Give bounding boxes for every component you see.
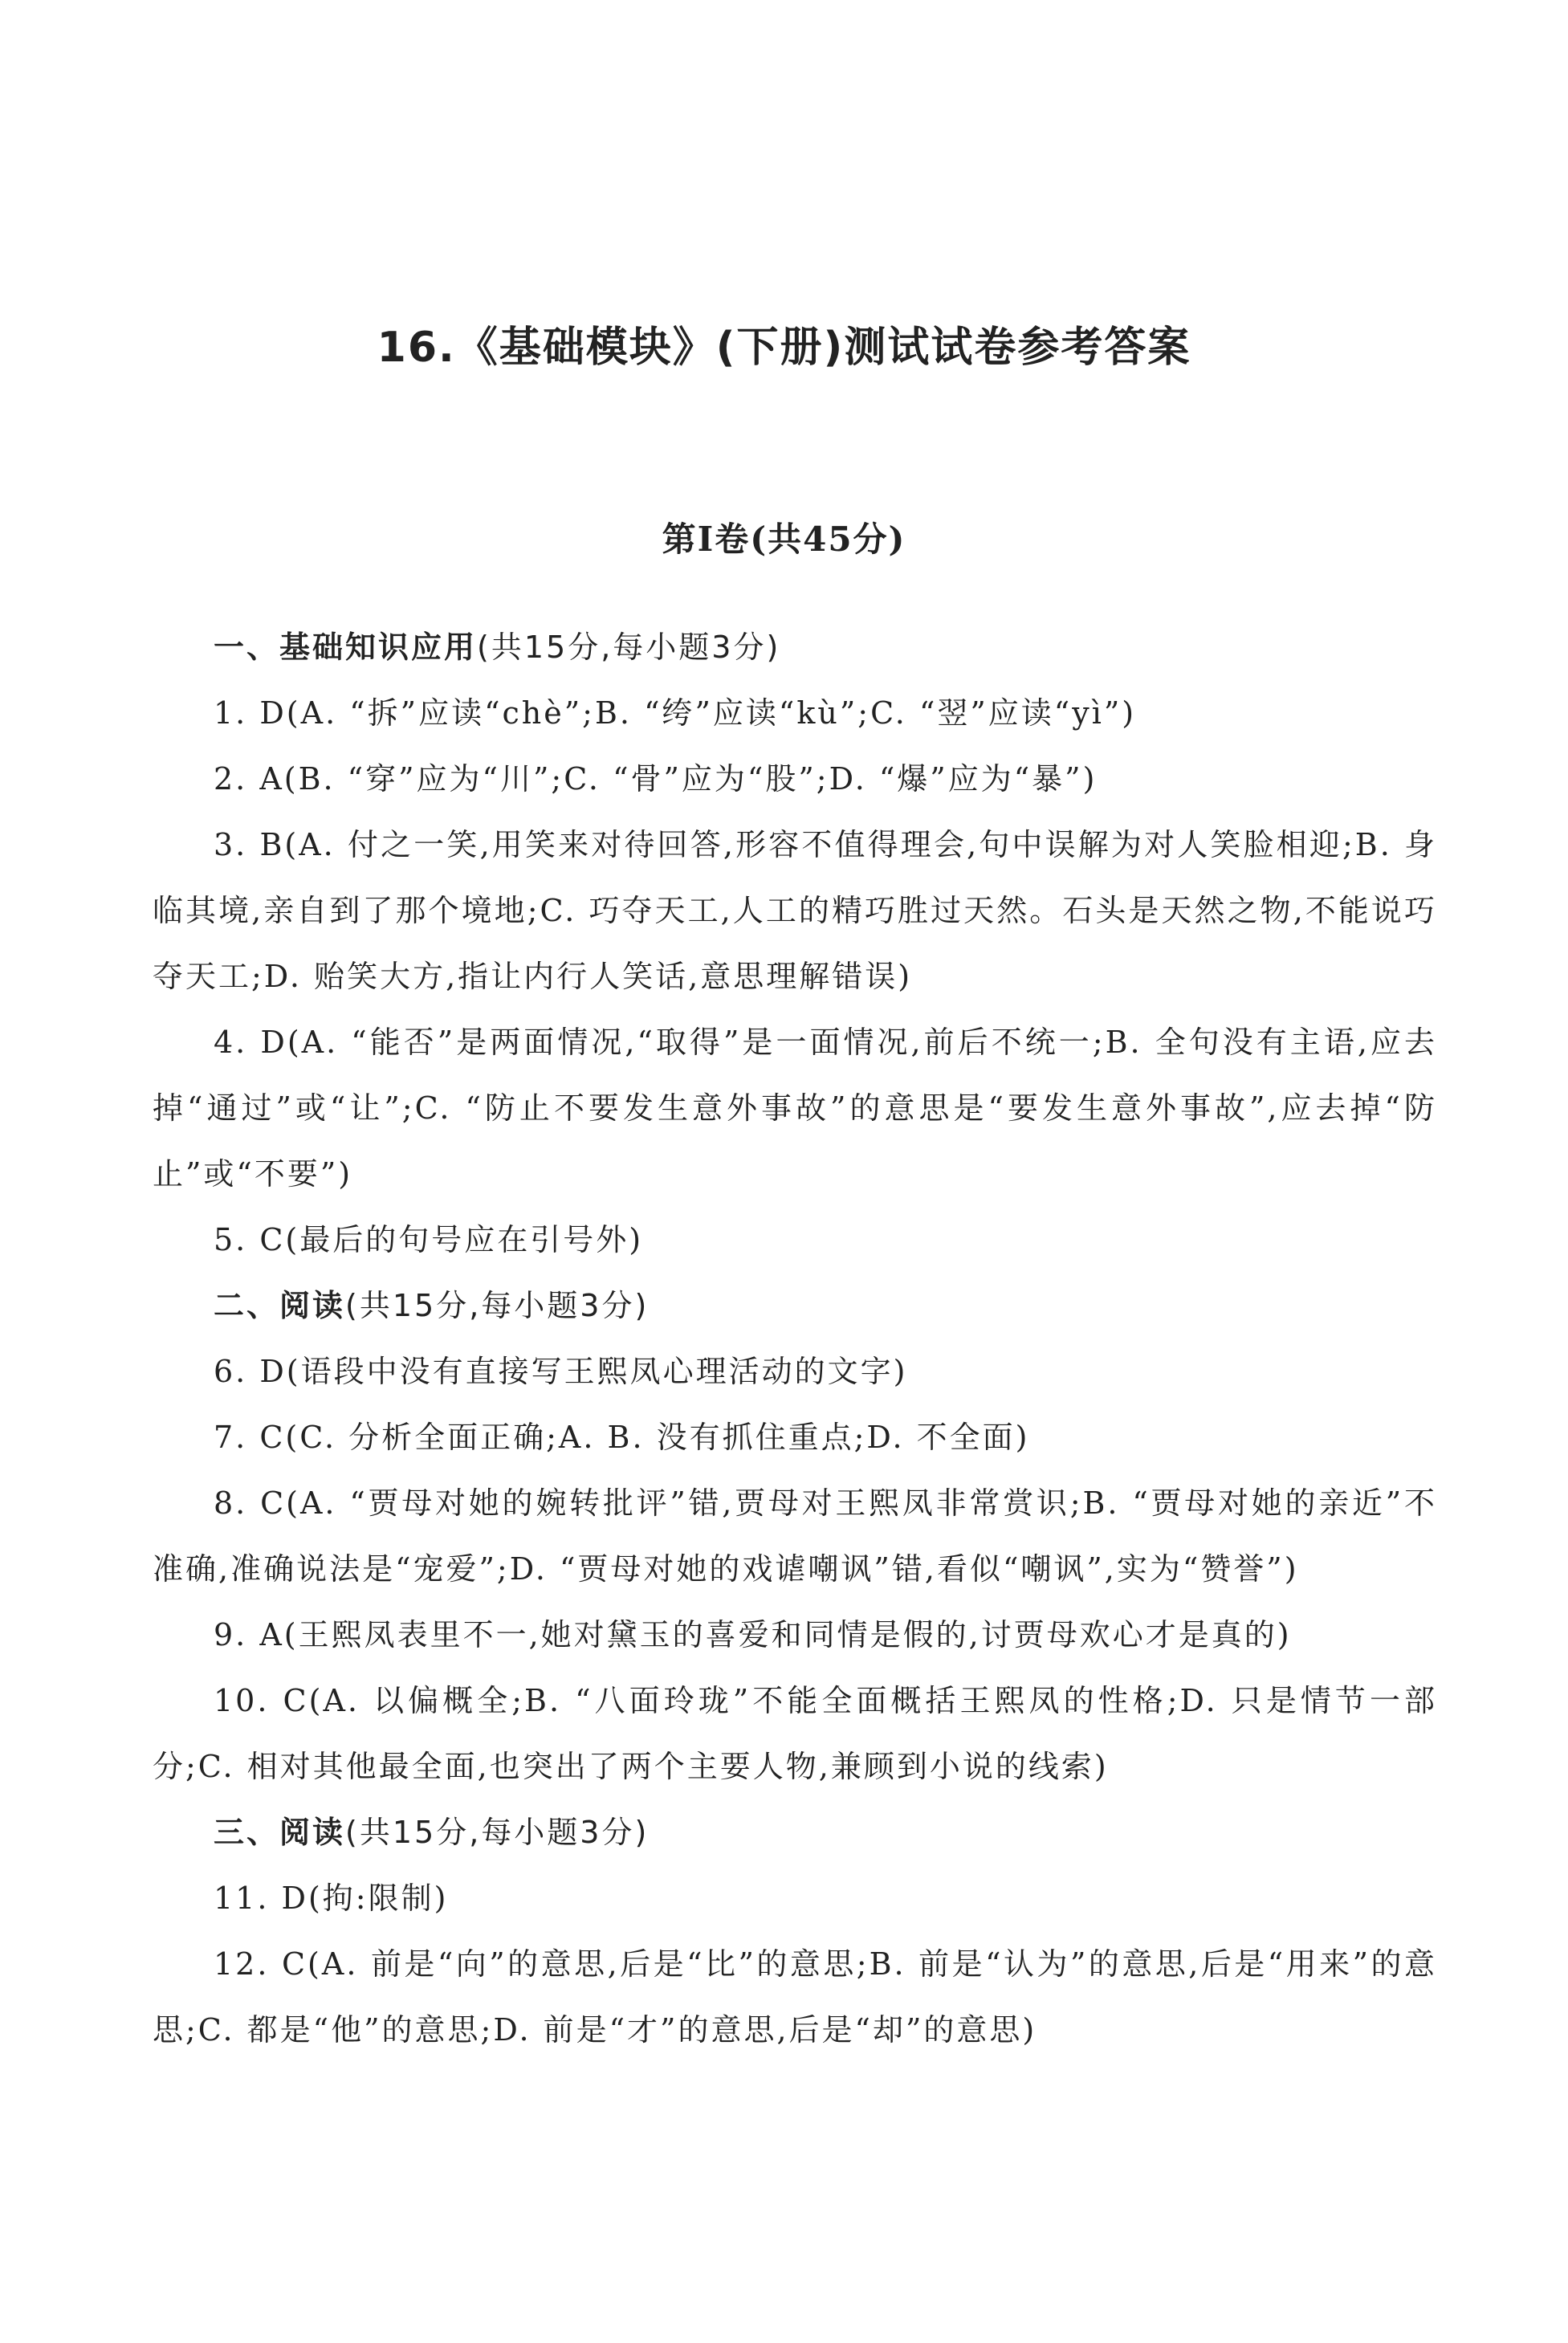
section-heading-basic-knowledge: 一、基础知识应用(共15分,每小题3分) bbox=[214, 630, 781, 665]
answer-item: 3. B(A. 付之一笑,用笑来对待回答,形容不值得理会,句中误解为对人笑脸相迎;B. 身临其境,亲自到了那个境地;C. 巧夺天工,人工的精巧胜过天然。石头是天然之物,不能说巧夺天工;D. 贻笑大方,指让内行人笑话,意思理解错误) bbox=[153, 827, 1437, 994]
part-heading: 第Ⅰ卷(共45分) bbox=[662, 520, 906, 559]
answer-body bbox=[153, 614, 1437, 2063]
answer-item: 2. A(B. “穿”应为“川”;C. “骨”应为“股”;D. “爆”应为“暴”) bbox=[214, 761, 1098, 797]
section-heading-reading-2: 三、阅读(共15分,每小题3分) bbox=[214, 1815, 650, 1850]
answer-item: 8. C(A. “贾母对她的婉转批评”错,贾母对王熙凤非常赏识;B. “贾母对她的亲近”不准确,准确说法是“宠爱”;D. “贾母对她的戏谑嘲讽”错,看似“嘲讽”,实为“赞誉”) bbox=[153, 1485, 1437, 1587]
answer-item: 7. C(C. 分析全面正确;A. B. 没有抓住重点;D. 不全面) bbox=[214, 1420, 1030, 1455]
answer-item: 5. C(最后的句号应在引号外) bbox=[214, 1222, 644, 1257]
document-title: 16.《基础模块》(下册)测试试卷参考答案 bbox=[377, 324, 1191, 372]
answer-item: 1. D(A. “拆”应读“chè”;B. “绔”应读“kù”;C. “翌”应读“yì”) bbox=[214, 695, 1137, 731]
answer-item: 6. D(语段中没有直接写王熙凤心理活动的文字) bbox=[214, 1354, 908, 1389]
answer-item: 9. A(王熙凤表里不一,她对黛玉的喜爱和同情是假的,讨贾母欢心才是真的) bbox=[214, 1617, 1292, 1652]
answer-item: 4. D(A. “能否”是两面情况,“取得”是一面情况,前后不统一;B. 全句没有主语,应去掉“通过”或“让”;C. “防止不要发生意外事故”的意思是“要发生意外事故”,应去掉“防止”或“不要”) bbox=[153, 1025, 1437, 1192]
answer-item: 10. C(A. 以偏概全;B. “八面玲珑”不能全面概括王熙凤的性格;D. 只是情节一部分;C. 相对其他最全面,也突出了两个主要人物,兼顾到小说的线索) bbox=[153, 1683, 1437, 1784]
section-heading-reading-1: 二、阅读(共15分,每小题3分) bbox=[214, 1288, 650, 1323]
answer-item: 11. D(拘:限制) bbox=[214, 1881, 449, 1916]
answer-item: 12. C(A. 前是“向”的意思,后是“比”的意思;B. 前是“认为”的意思,后是“用来”的意思;C. 都是“他”的意思;D. 前是“才”的意思,后是“却”的意思) bbox=[153, 1946, 1437, 2048]
